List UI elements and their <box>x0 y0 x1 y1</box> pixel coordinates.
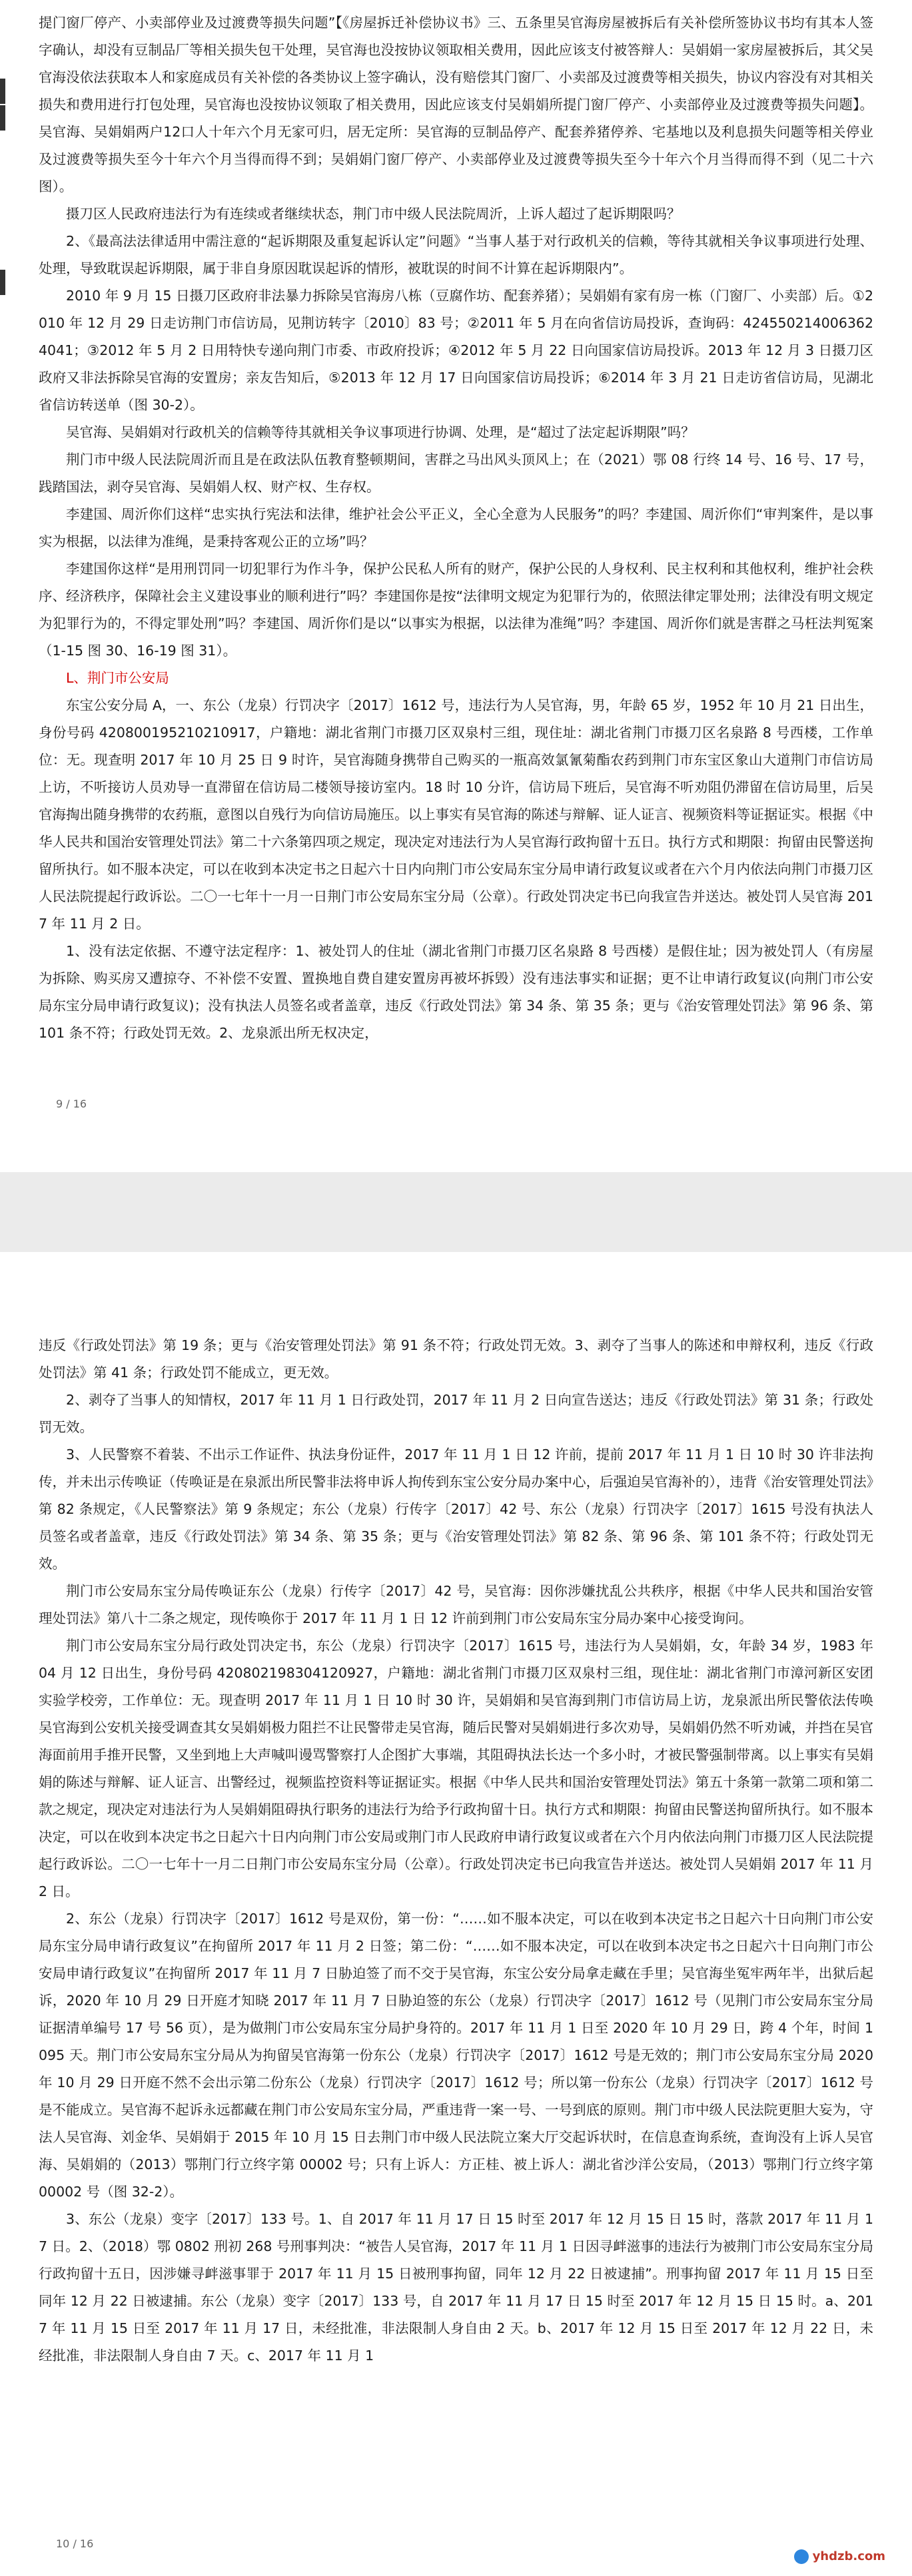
left-margin-marker <box>0 105 5 131</box>
document-page-2 <box>0 1252 912 2576</box>
body-paragraph: 东宝公安分局 A，一、东公（龙泉）行罚决字〔2017〕1612 号，违法行为人吴官海，男，年龄 65 岁，1952 年 10 月 21 日出生，身份号码 420800195210210917，户籍地：湖北省荆门市摄刀区双泉村三组，现住址：湖北省荆门市摄刀区名泉路 8 号西楼，工作单位：无。现查明 2017 年 10 月 25 日 9 时许，吴官海随身携带自己购买的一瓶高效氯氰菊酯农药到荆门市东宝区象山大道荆门市信访局上访，不听接访人员劝导一直滞留在信访局二楼领导接访室内。18 时 10 分许，信访局下班后，吴官海不听劝阻仍滞留在信访局里，后吴官海掏出随身携带的农药瓶，意图以自残行为向信访局施压。以上事实有吴官海的陈述与辩解、证人证言、视频资料等证据证实。根据《中华人民共和国治安管理处罚法》第二十六条第四项之规定，现决定对违法行为人吴官海行政拘留十五日。执行方式和期限：拘留由民警送拘留所执行。如不服本决定，可以在收到本决定书之日起六十日内向荆门市公安局东宝分局申请行政复议或者在六个月内依法向荆门市摄刀区人民法院提起行政诉讼。二〇一七年十一月一日荆门市公安局东宝分局（公章）。行政处罚决定书已向我宣告并送达。被处罚人吴官海 2017 年 11 月 2 日。 <box>39 697 873 932</box>
body-paragraph: 李建国、周沂你们这样“忠实执行宪法和法律，维护社会公平正义，全心全意为人民服务”的吗？李建国、周沂你们“审判案件，是以事实为根据，以法律为准绳，是秉持客观公正的立场”吗？ <box>39 506 873 549</box>
document-page-1 <box>0 0 912 1172</box>
left-margin-marker <box>0 270 5 295</box>
body-paragraph: 3、东公（龙泉）变字〔2017〕133 号。1、自 2017 年 11 月 17 日 15 时至 2017 年 12 月 15 日 15 时，落款 2017 年 11 月 17 日。2、（2018）鄂 0802 刑初 268 号刑事判决：“被告人吴官海，2017 年 11 月 1 日因寻衅滋事的违法行为被荆门市公安局东宝分局行政拘留十五日，因涉嫌寻衅滋事罪于 2017 年 11 月 15 日被刑事拘留，同年 12 月 22 日被逮捕”。刑事拘留 2017 年 11 月 15 日至同年 12 月 22 日被逮捕。东公（龙泉）变字〔2017〕133 号，自 2017 年 11 月 17 日 15 时至 2017 年 12 月 15 日 15 时。a、2017 年 11 月 15 日至 2017 年 11 月 17 日，未经批准，非法限制人身自由 2 天。b、2017 年 12 月 15 日至 2017 年 12 月 22 日，未经批准，非法限制人身自由 7 天。c、2017 年 11 月 1 <box>39 2211 873 2364</box>
page-number: 9 / 16 <box>56 1098 87 1110</box>
body-paragraph: 荆门市中级人民法院周沂而且是在政法队伍教育整顿期间，害群之马出风头顶风上；在（2021）鄂 08 行终 14 号、16 号、17 号，践踏国法，剥夺吴官海、吴娟娟人权、财产权、生存权。 <box>39 452 873 495</box>
page-gap <box>0 1172 912 1252</box>
body-paragraph: 荆门市公安局东宝分局行政处罚决定书，东公（龙泉）行罚决字〔2017〕1615 号，违法行为人吴娟娟，女，年龄 34 岁，1983 年 04 月 12 日出生，身份号码 420802198304120927，户籍地：湖北省荆门市摄刀区双泉村三组，现住址：湖北省荆门市漳河新区安团实验学校旁，工作单位：无。现查明 2017 年 11 月 1 日 10 时 30 许，吴娟娟和吴官海到荆门市信访局上访，龙泉派出所民警依法传唤吴官海到公安机关接受调查其女吴娟娟极力阻拦不让民警带走吴官海，随后民警对吴娟娟进行多次劝导，吴娟娟仍然不听劝诫，并挡在吴官海面前用手推开民警，又坐到地上大声喊叫谩骂警察打人企图扩大事端，其阻碍执法长达一个多小时，才被民警强制带离。以上事实有吴娟娟的陈述与辩解、证人证言、出警经过，视频监控资料等证据证实。根据《中华人民共和国治安管理处罚法》第五十条第一款第二项和第二款之规定，现决定对违法行为人吴娟娟阻碍执行职务的违法行为给予行政拘留十日。执行方式和期限：拘留由民警送拘留所执行。如不服本决定，可以在收到本决定书之日起六十日内向荆门市公安局或荆门市人民政府申请行政复议或者在六个月内依法向荆门市摄刀区人民法院提起行政诉讼。二〇一七年十一月二日荆门市公安局东宝分局（公章）。行政处罚决定书已向我宣告并送达。被处罚人吴娟娟 2017 年 11 月 2 日。 <box>39 1638 873 1899</box>
body-paragraph: 违反《行政处罚法》第 19 条；更与《治安管理处罚法》第 91 条不符；行政处罚无效。3、剥夺了当事人的陈述和申辩权利，违反《行政处罚法》第 41 条；行政处罚不能成立，更无效。 <box>39 1337 873 1381</box>
watermark-text: yhdzb.com <box>812 2549 885 2563</box>
page-2-body <box>0 1252 912 2370</box>
body-paragraph: 3、人民警察不着装、不出示工作证件、执法身份证件，2017 年 11 月 1 日 12 许前，提前 2017 年 11 月 1 日 10 时 30 许非法拘传，并未出示传唤证（传唤证是在泉派出所民警非法将申诉人拘传到东宝公安分局办案中心，后强迫吴官海补的），违背《治安管理处罚法》第 82 条规定，《人民警察法》第 9 条规定；东公（龙泉）行传字〔2017〕42 号、东公（龙泉）行罚决字〔2017〕1615 号没有执法人员签名或者盖章，违反《行政处罚法》第 34 条、第 35 条；更与《治安管理处罚法》第 82 条、第 96 条、第 101 条不符；行政处罚无效。 <box>39 1447 873 1572</box>
site-watermark <box>794 2549 885 2564</box>
page-number: 10 / 16 <box>56 2537 94 2550</box>
left-margin-marker <box>0 79 5 104</box>
section-heading: L、荆门市公安局 <box>66 670 169 686</box>
page-1-body <box>0 0 912 1047</box>
globe-icon <box>794 2549 809 2564</box>
body-paragraph: 1、没有法定依据、不遵守法定程序：1、被处罚人的住址（湖北省荆门市摄刀区名泉路 8 号西楼）是假住址；因为被处罚人（有房屋为拆除、购买房又遭掠夺、不补偿不安置、置换地自费自建安置房再被坏拆毁）没有违法事实和证据；更不让申请行政复议(向荆门市公安局东宝分局申请行政复议)；没有执法人员签名或者盖章，违反《行政处罚法》第 34 条、第 35 条；更与《治安管理处罚法》第 96 条、第 101 条不符；行政处罚无效。2、龙泉派出所无权决定， <box>39 943 873 1041</box>
body-paragraph: 吴官海、吴娟娟对行政机关的信赖等待其就相关争议事项进行协调、处理，是“超过了法定起诉期限”吗？ <box>66 424 695 440</box>
body-paragraph: 2010 年 9 月 15 日摄刀区政府非法暴力拆除吴官海房八栋（豆腐作坊、配套养猪）；吴娟娟有家有房一栋（门窗厂、小卖部）后。①2010 年 12 月 29 日走访荆门市信访局，见荆访转字〔2010〕83 号；②2011 年 5 月在向省信访局投诉，查询码：4245502140063624041；③2012 年 5 月 2 日用特快专递向荆门市委、市政府投诉；④2012 年 5 月 22 日向国家信访局投诉。2013 年 12 月 3 日摄刀区政府又非法拆除吴官海的安置房；亲友告知后，⑤2013 年 12 月 17 日向国家信访局投诉；⑥2014 年 3 月 21 日走访省信访局，见湖北省信访转送单（图 30-2）。 <box>39 288 873 413</box>
body-paragraph: 提门窗厂停产、小卖部停业及过渡费等损失问题”【《房屋拆迁补偿协议书》三、五条里吴官海房屋被拆后有关补偿所签协议书均有其本人签字确认，却没有豆制品厂等相关损失包干处理，吴官海也没按协议领取相关费用，因此应该支付被答辩人：吴娟娟一家房屋被拆后，其父吴官海没依法获取本人和家庭成员有关补偿的各类协议上签字确认，没有赔偿其门窗厂、小卖部及过渡费等相关损失，协议内容没有对其相关损失和费用进行打包处理，吴官海也没按协议领取了相关费用，因此应该支付吴娟娟所提门窗厂停产、小卖部停业及过渡费等损失问题】。吴官海、吴娟娟两户12口人十年六个月无家可归，居无定所：吴官海的豆制品停产、配套养猪停养、宅基地以及利息损失问题等相关停业及过渡费等损失至今十年六个月当得而得不到；吴娟娟门窗厂停产、小卖部停业及过渡费等损失至今十年六个月当得而得不到（见二十六图）。 <box>39 15 873 194</box>
body-paragraph: 2、《最高法法律适用中需注意的“起诉期限及重复起诉认定”问题》“当事人基于对行政机关的信赖，等待其就相关争议事项进行处理、处理，导致耽误起诉期限，属于非自身原因耽误起诉的情形，被耽误的时间不计算在起诉期限内”。 <box>39 233 873 276</box>
body-paragraph: 荆门市公安局东宝分局传唤证东公（龙泉）行传字〔2017〕42 号，吴官海：因你涉嫌扰乱公共秩序，根据《中华人民共和国治安管理处罚法》第八十二条之规定，现传唤你于 2017 年 11 月 1 日 12 许前到荆门市公安局东宝分局办案中心接受询问。 <box>39 1583 873 1626</box>
body-paragraph: 摄刀区人民政府违法行为有连续或者继续状态，荆门市中级人民法院周沂，上诉人超过了起诉期限吗？ <box>66 206 681 222</box>
body-paragraph: 2、东公（龙泉）行罚决字〔2017〕1612 号是双份，第一份：“……如不服本决定，可以在收到本决定书之日起六十日向荆门市公安局东宝分局申请行政复议”在拘留所 2017 年 11 月 2 日签；第二份：“……如不服本决定，可以在收到本决定书之日起六十日向荆门市公安局申请行政复议”在拘留所 2017 年 11 月 7 日胁迫签了而不交于吴官海，东宝公安分局拿走藏在手里；吴官海坐冤牢两年半，出狱后起诉，2020 年 10 月 29 日开庭才知晓 2017 年 11 月 7 日胁迫签的东公（龙泉）行罚决字〔2017〕1612 号（见荆门市公安局东宝分局证据清单编号 17 号 56 页），是为做荆门市公安局东宝分局护身符的。2017 年 11 月 1 日至 2020 年 10 月 29 日，跨 4 个年，时间 1095 天。荆门市公安局东宝分局从为拘留吴官海第一份东公（龙泉）行罚决字〔2017〕1612 号是无效的；荆门市公安局东宝分局 2020 年 10 月 29 日开庭不然不会出示第二份东公（龙泉）行罚决字〔2017〕1612 号；所以第一份东公（龙泉）行罚决字〔2017〕1612 号是不能成立。吴官海不起诉永远都藏在荆门市公安局东宝分局，严重违背一案一号、一号到底的原则。荆门市中级人民法院更胆大妄为，守法人吴官海、刘金华、吴娟娟于 2015 年 10 月 15 日去荆门市中级人民法院立案大厅交起诉状时，在信息查询系统，查询没有上诉人吴官海、吴娟娟的（2013）鄂荆门行立终字第 00002 号；只有上诉人：方正桂、被上诉人：湖北省沙洋公安局，（2013）鄂荆门行立终字第 00002 号（图 32-2）。 <box>39 1911 873 2200</box>
body-paragraph: 李建国你这样“是用刑罚同一切犯罪行为作斗争，保护公民私人所有的财产，保护公民的人身权利、民主权利和其他权利，维护社会秩序、经济秩序，保障社会主义建设事业的顺利进行”吗？李建国你是按“法律明文规定为犯罪行为的，依照法律定罪处刑；法律没有明文规定为犯罪行为的，不得定罪处刑”吗？李建国、周沂你们是以“以事实为根据，以法律为准绳”吗？李建国、周沂你们就是害群之马枉法判冤案（1-15 图 30、16-19 图 31）。 <box>39 561 873 659</box>
body-paragraph: 2、剥夺了当事人的知情权，2017 年 11 月 1 日行政处罚，2017 年 11 月 2 日向宣告送达；违反《行政处罚法》第 31 条；行政处罚无效。 <box>39 1392 873 1435</box>
